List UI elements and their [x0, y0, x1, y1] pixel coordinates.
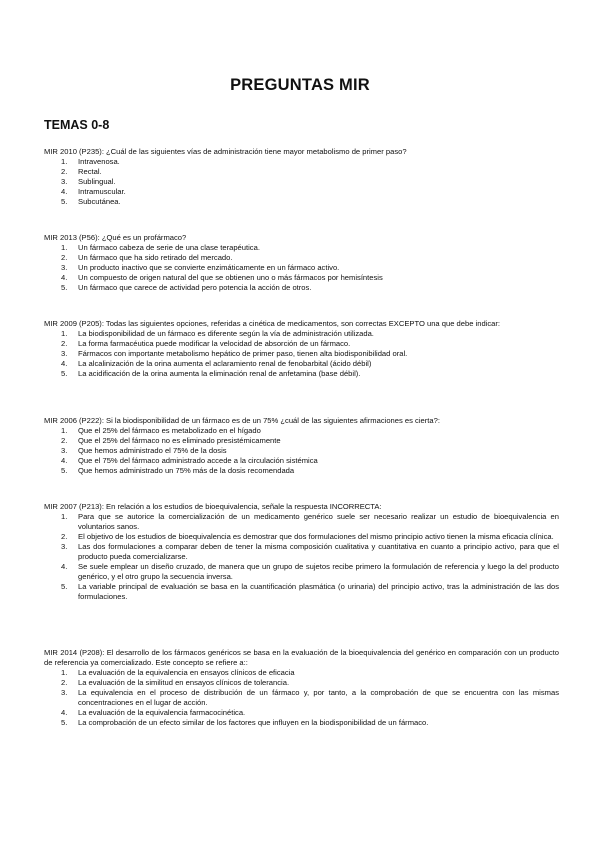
answer-item	[44, 512, 559, 532]
answer-item	[44, 273, 559, 283]
answer-number: 1.	[61, 329, 68, 338]
answer-text: Se suele emplear un diseño cruzado, de manera que un grupo de sujetos recibe primero la formulación de referencia y luego la del producto genérico, y el otro grupo la secuencia inversa.	[78, 562, 559, 581]
answer-text: Un fármaco que ha sido retirado del mercado.	[78, 253, 233, 262]
answer-item	[44, 688, 559, 708]
question-header: MIR 2013 (P56): ¿Qué es un profármaco?	[44, 233, 187, 242]
answer-number: 5.	[61, 283, 68, 292]
answer-text: Un compuesto de origen natural del que se obtienen uno o más fármacos por hemisíntesis	[78, 273, 383, 282]
answer-item	[44, 187, 559, 197]
question-block	[44, 648, 559, 728]
answer-item	[44, 157, 559, 167]
question-header: MIR 2010 (P235): ¿Cuál de las siguientes vías de administración tiene mayor metabolismo de primer paso?	[44, 147, 407, 156]
answer-number: 5.	[61, 197, 68, 206]
question-block	[44, 502, 559, 602]
answer-text: Rectal.	[78, 167, 102, 176]
answer-item	[44, 668, 559, 678]
answer-item	[44, 466, 559, 476]
answer-text: Que el 75% del fármaco administrado accede a la circulación sistémica	[78, 456, 318, 465]
answer-item	[44, 708, 559, 718]
answer-number: 3.	[61, 349, 68, 358]
answer-number: 4.	[61, 562, 68, 571]
answer-item	[44, 718, 559, 728]
answer-item	[44, 167, 559, 177]
answer-text: Un fármaco que carece de actividad pero potencia la acción de otros.	[78, 283, 312, 292]
answer-text: La acidificación de la orina aumenta la eliminación renal de anfetamina (base débil).	[78, 369, 361, 378]
page-title: PREGUNTAS MIR	[230, 76, 370, 94]
answer-number: 4.	[61, 187, 68, 196]
question-block	[44, 233, 559, 293]
answer-number: 4.	[61, 273, 68, 282]
answer-number: 3.	[61, 263, 68, 272]
answer-number: 2.	[61, 436, 68, 445]
answer-text: La comprobación de un efecto similar de los factores que influyen en la biodisponibilidad de un fármaco.	[78, 718, 429, 727]
answer-text: Que hemos administrado un 75% más de la dosis recomendada	[78, 466, 295, 475]
answer-text: Sublingual.	[78, 177, 116, 186]
answer-number: 3.	[61, 542, 68, 551]
answer-number: 4.	[61, 456, 68, 465]
answer-number: 1.	[61, 668, 68, 677]
answer-item	[44, 562, 559, 582]
answer-text: Las dos formulaciones a comparar deben de tener la misma composición cualitativa y cuantitativa en cuanto a principio activo, para que el producto pueda comercializarse.	[78, 542, 559, 561]
answer-list	[44, 157, 559, 207]
answer-item	[44, 263, 559, 273]
answer-text: La evaluación de la equivalencia en ensayos clínicos de eficacia	[78, 668, 295, 677]
answer-item	[44, 456, 559, 466]
answer-number: 5.	[61, 369, 68, 378]
answer-list	[44, 329, 559, 379]
section-title: TEMAS 0-8	[44, 118, 110, 132]
answer-number: 1.	[61, 426, 68, 435]
answer-number: 2.	[61, 678, 68, 687]
answer-text: Subcutánea.	[78, 197, 121, 206]
answer-number: 5.	[61, 718, 68, 727]
answer-number: 4.	[61, 359, 68, 368]
answer-number: 1.	[61, 512, 68, 521]
answer-item	[44, 369, 559, 379]
answer-item	[44, 582, 559, 602]
answer-number: 1.	[61, 157, 68, 166]
answer-item	[44, 329, 559, 339]
answer-item	[44, 339, 559, 349]
answer-text: La equivalencia en el proceso de distribución de un fármaco y, por tanto, a la comprobación de que se encuentra con las mismas concentraciones en el lugar de acción.	[78, 688, 559, 707]
answer-text: La biodisponibilidad de un fármaco es diferente según la vía de administración utilizada.	[78, 329, 374, 338]
answer-item	[44, 436, 559, 446]
answer-text: Que el 25% del fármaco no es eliminado presistémicamente	[78, 436, 281, 445]
question-block	[44, 147, 559, 207]
answer-text: Intramuscular.	[78, 187, 126, 196]
answer-number: 2.	[61, 167, 68, 176]
answer-number: 5.	[61, 582, 68, 591]
answer-list	[44, 512, 559, 602]
answer-text: Intravenosa.	[78, 157, 120, 166]
answer-item	[44, 426, 559, 436]
question-header: MIR 2009 (P205): Todas las siguientes opciones, referidas a cinética de medicamentos, son correctas EXCEPTO una que debe indicar:	[44, 319, 501, 328]
answer-text: La evaluación de la equivalencia farmacocinética.	[78, 708, 246, 717]
answer-item	[44, 446, 559, 456]
question-header: MIR 2006 (P222): Si la biodisponibilidad de un fármaco es de un 75% ¿cuál de las siguientes afirmaciones es cierta?:	[44, 416, 440, 425]
answer-item	[44, 253, 559, 263]
answer-text: Un fármaco cabeza de serie de una clase terapéutica.	[78, 243, 260, 252]
answer-list	[44, 668, 559, 728]
answer-text: Que hemos administrado el 75% de la dosis	[78, 446, 227, 455]
question-block	[44, 416, 559, 476]
answer-text: Un producto inactivo que se convierte enzimáticamente en un fármaco activo.	[78, 263, 340, 272]
answer-item	[44, 542, 559, 562]
answer-text: La forma farmacéutica puede modificar la velocidad de absorción de un fármaco.	[78, 339, 351, 348]
answer-number: 3.	[61, 688, 68, 697]
answer-text: Fármacos con importante metabolismo hepático de primer paso, tienen alta biodisponibilidad oral.	[78, 349, 408, 358]
question-header: MIR 2007 (P213): En relación a los estudios de bioequivalencia, señale la respuesta INCORRECTA:	[44, 502, 382, 511]
answer-number: 3.	[61, 177, 68, 186]
answer-number: 5.	[61, 466, 68, 475]
answer-number: 1.	[61, 243, 68, 252]
answer-item	[44, 532, 559, 542]
answer-item	[44, 283, 559, 293]
answer-item	[44, 243, 559, 253]
answer-item	[44, 197, 559, 207]
answer-text: La evaluación de la similitud en ensayos clínicos de tolerancia.	[78, 678, 290, 687]
answer-text: La variable principal de evaluación se basa en la cuantificación plasmática (o urinaria) del principio activo, tras la administración de las dos formulaciones.	[78, 582, 559, 601]
question-header: MIR 2014 (P208): El desarrollo de los fármacos genéricos se basa en la evaluación de la bioequivalencia del genérico en comparación con un producto de referencia ya comercializado. Este concepto se refiere a::	[44, 648, 559, 667]
answer-number: 3.	[61, 446, 68, 455]
answer-number: 2.	[61, 532, 68, 541]
answer-number: 2.	[61, 253, 68, 262]
answer-text: El objetivo de los estudios de bioequivalencia es demostrar que dos formulaciones del mismo principio activo tienen la misma eficacia clínica.	[78, 532, 554, 541]
answer-list	[44, 426, 559, 476]
answer-item	[44, 349, 559, 359]
answer-text: La alcalinización de la orina aumenta el aclaramiento renal de fenobarbital (ácido débil)	[78, 359, 372, 368]
answer-text: Que el 25% del fármaco es metabolizado en el hígado	[78, 426, 261, 435]
answer-number: 2.	[61, 339, 68, 348]
question-block	[44, 319, 559, 379]
answer-item	[44, 678, 559, 688]
answer-item	[44, 177, 559, 187]
answer-list	[44, 243, 559, 293]
answer-item	[44, 359, 559, 369]
answer-text: Para que se autorice la comercialización de un medicamento genérico suele ser necesario realizar un estudio de bioequivalencia en voluntarios sanos.	[78, 512, 559, 531]
answer-number: 4.	[61, 708, 68, 717]
